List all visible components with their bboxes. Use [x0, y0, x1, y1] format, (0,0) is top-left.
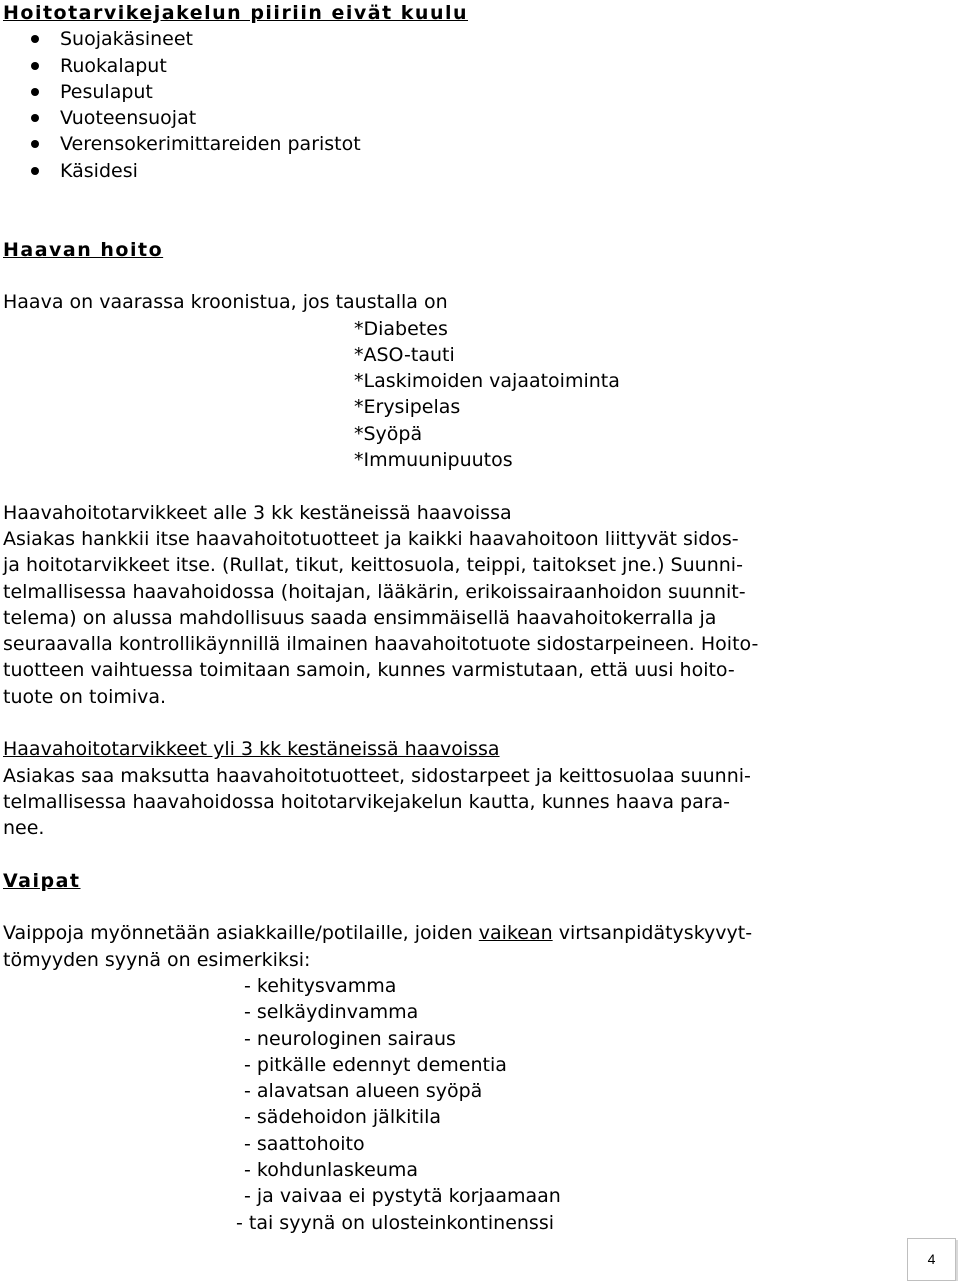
excluded-supplies-list — [3, 26, 953, 184]
reason-item: - saattohoito — [244, 1132, 365, 1155]
emphasized-word: vaikean — [478, 922, 553, 945]
intro-text: Vaippoja myönnetään asiakkaille/potilaille, joiden — [3, 922, 479, 945]
reason-item: - pitkälle edennyt dementia — [244, 1053, 507, 1076]
paragraph-line: telmallisessa haavahoidossa (hoitajan, lääkärin, erikoissairaanhoidon suunnit- — [3, 580, 746, 603]
paragraph-line: seuraavalla kontrollikäynnillä ilmainen haavahoitotuote sidostarpeineen. Hoito- — [3, 633, 759, 656]
reason-item: - sädehoidon jälkitila — [244, 1106, 442, 1129]
short-term-title: Haavahoitotarvikkeet alle 3 kk kestäneissä haavoissa — [3, 501, 512, 524]
list-item: Käsidesi — [3, 158, 953, 184]
list-item: Pesulaput — [3, 79, 953, 105]
risk-item: *Diabetes — [354, 317, 448, 340]
wound-risk-intro: Haava on vaarassa kroonistua, jos taustalla on — [3, 291, 448, 314]
paragraph-line: telema) on alussa mahdollisuus saada ensimmäisellä haavahoitokerralla ja — [3, 606, 717, 629]
paragraph-line: Asiakas saa maksutta haavahoitotuotteet, sidostarpeet ja keittosuolaa suunni- — [3, 764, 751, 787]
list-item: Vuoteensuojat — [3, 105, 953, 131]
diapers-intro-line-2: tömyyden syynä on esimerkiksi: — [3, 948, 311, 971]
reason-item: - alavatsan alueen syöpä — [244, 1080, 483, 1103]
risk-item: *Syöpä — [354, 422, 423, 445]
section-heading-wound-care: Haavan hoito — [3, 238, 164, 261]
paragraph-line: nee. — [3, 817, 45, 840]
reason-item: - tai syynä on ulosteinkontinenssi — [236, 1211, 554, 1234]
paragraph-line: ja hoitotarvikkeet itse. (Rullat, tikut, keittosuola, teippi, taitokset jne.) Suunni- — [3, 554, 743, 577]
risk-item: *Erysipelas — [354, 396, 461, 419]
list-item: Suojakäsineet — [3, 26, 953, 52]
diapers-intro-line-1 — [3, 920, 953, 946]
intro-text: virtsanpidätyskyvyt- — [552, 922, 753, 945]
reason-item: - neurologinen sairaus — [244, 1027, 456, 1050]
list-item: Verensokerimittareiden paristot — [3, 131, 953, 157]
risk-item: *Laskimoiden vajaatoiminta — [354, 370, 620, 393]
paragraph-line: tuotteen vaihtuessa toimitaan samoin, kunnes varmistutaan, että uusi hoito- — [3, 659, 735, 682]
section-heading-excluded-supplies: Hoitotarvikejakelun piiriin eivät kuulu — [3, 2, 469, 24]
list-item: Ruokalaput — [3, 53, 953, 79]
paragraph-line: tuote on toimiva. — [3, 685, 167, 708]
document-page — [3, 0, 953, 1236]
paragraph-line: telmallisessa haavahoidossa hoitotarvikejakelun kautta, kunnes haava para- — [3, 790, 731, 813]
page-number: 4 — [907, 1238, 956, 1281]
risk-item: *ASO-tauti — [354, 343, 455, 366]
reason-item: - selkäydinvamma — [244, 1001, 419, 1024]
risk-item: *Immuunipuutos — [354, 449, 513, 472]
reason-item: - kehitysvamma — [244, 974, 397, 997]
reason-item: - kohdunlaskeuma — [244, 1159, 419, 1182]
paragraph-line: Asiakas hankkii itse haavahoitotuotteet ja kaikki haavahoitoon liittyvät sidos- — [3, 527, 739, 550]
section-heading-diapers: Vaipat — [3, 869, 81, 892]
long-term-title: Haavahoitotarvikkeet yli 3 kk kestäneissä haavoissa — [3, 738, 500, 761]
reason-item: - ja vaivaa ei pystytä korjaamaan — [244, 1185, 561, 1208]
